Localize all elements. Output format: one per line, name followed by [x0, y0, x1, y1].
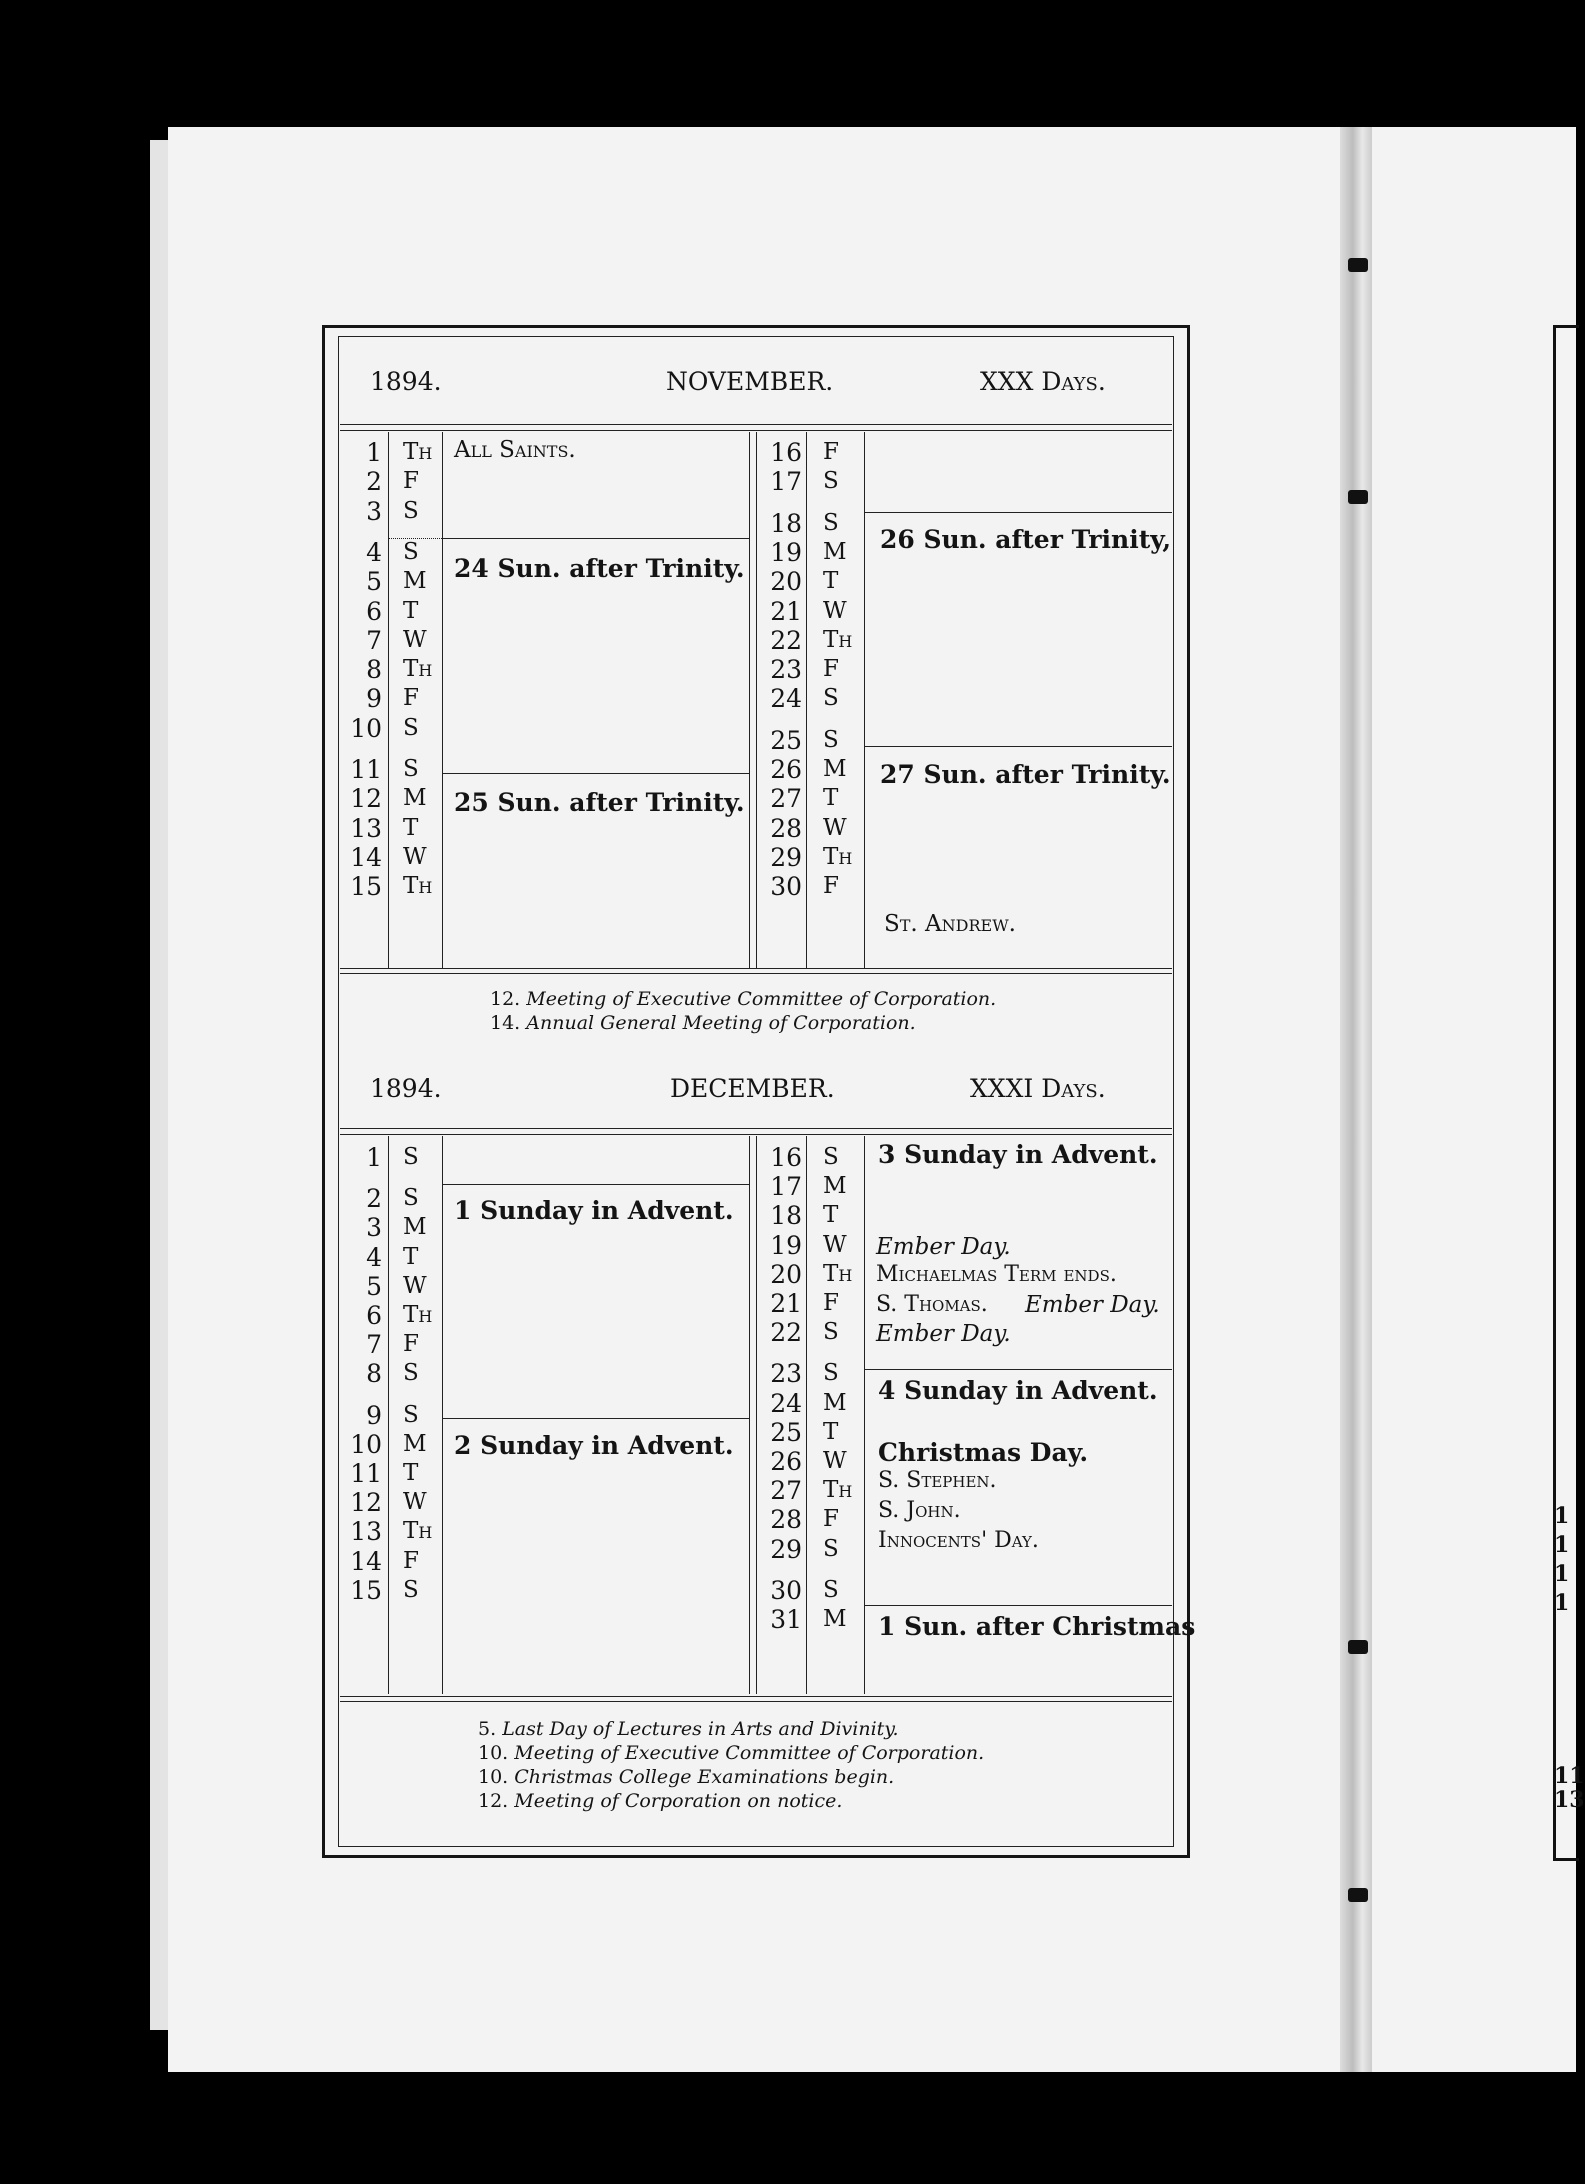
day-number: 22: [770, 1318, 802, 1348]
note-text: Meeting of Corporation on notice.: [514, 1790, 843, 1812]
weekday: F: [823, 439, 839, 465]
note-num: 5.: [478, 1718, 497, 1740]
weekday: T: [403, 814, 419, 841]
note-num: 12.: [490, 988, 521, 1010]
day-number: 4: [366, 1242, 382, 1272]
weekday: T: [823, 568, 839, 595]
november-note: [490, 988, 996, 1010]
note-text: Meeting of Executive Committee of Corporation.: [526, 988, 997, 1010]
weekday: S: [403, 538, 419, 565]
day-number: 17: [770, 467, 802, 497]
weekday: S: [403, 1185, 419, 1212]
event-ember-day-22: Ember Day.: [876, 1321, 1011, 1347]
day-number: 27: [770, 1476, 802, 1506]
event-1-sunday-in-advent: 1 Sunday in Advent.: [454, 1196, 734, 1225]
note-text: Last Day of Lectures in Arts and Divinity.: [502, 1718, 899, 1740]
weekday: W: [823, 1448, 847, 1474]
note-text: Christmas College Examinations begin.: [514, 1766, 895, 1788]
weekday: Th: [823, 1260, 853, 1287]
weekday: Th: [823, 1477, 853, 1504]
col-rule: [388, 1136, 389, 1694]
weekday: S: [403, 1401, 419, 1428]
day-number: 3: [366, 496, 382, 526]
day-number: 9: [366, 684, 382, 714]
november-days-label: XXX Days.: [980, 367, 1106, 396]
weekday: S: [403, 497, 419, 524]
weekday: M: [403, 568, 427, 595]
day-number: 13: [350, 813, 382, 843]
day-number: 6: [366, 596, 382, 626]
weekday: W: [823, 1231, 847, 1258]
event-s-john: S. John.: [878, 1498, 961, 1523]
weekday: W: [403, 1272, 427, 1299]
day-number: 3: [366, 1213, 382, 1243]
header-rule: [340, 424, 1172, 431]
day-number: 12: [350, 1488, 382, 1518]
day-number: 15: [350, 1575, 382, 1605]
day-number: 29: [770, 842, 802, 872]
day-number: 2: [366, 467, 382, 497]
day-number: 19: [770, 1230, 802, 1260]
day-number: 16: [770, 1143, 802, 1172]
weekday: S: [823, 726, 839, 753]
weekday: S: [403, 756, 419, 782]
weekday: F: [403, 685, 419, 712]
event-25-sun-after-trinity: 25 Sun. after Trinity.: [454, 788, 745, 817]
day-number: 5: [366, 1271, 382, 1301]
december-note: [478, 1742, 984, 1764]
day-number: 9: [366, 1400, 382, 1430]
day-number: 14: [350, 842, 382, 872]
right-page-num: 1: [1554, 1590, 1570, 1616]
weekday: T: [403, 1460, 419, 1486]
col-rule: [442, 432, 443, 968]
weekday: T: [823, 1418, 839, 1445]
event-4-sunday-in-advent: 4 Sunday in Advent.: [878, 1376, 1158, 1405]
day-number: 20: [770, 567, 802, 597]
november-note: [490, 1012, 916, 1034]
day-number: 30: [770, 872, 802, 902]
weekday: M: [823, 1389, 847, 1416]
day-number: 27: [770, 784, 802, 814]
event-christmas-day: Christmas Day.: [878, 1438, 1089, 1467]
binding-stitch: [1348, 1888, 1368, 1902]
weekday: S: [403, 714, 419, 741]
december-note: [478, 1790, 842, 1812]
november-month: NOVEMBER.: [666, 367, 834, 396]
binding-stitch: [1348, 1640, 1368, 1654]
note-num: 10.: [478, 1766, 509, 1788]
december-month: DECEMBER.: [670, 1074, 835, 1103]
december-note: [478, 1718, 899, 1740]
weekday: F: [823, 1506, 839, 1533]
weekday: M: [823, 538, 847, 565]
day-number: 23: [770, 1359, 802, 1389]
col-rule: [864, 1136, 865, 1694]
event-27-sun-after-trinity: 27 Sun. after Trinity.: [880, 760, 1171, 789]
day-number: 24: [770, 684, 802, 714]
november-year: 1894.: [370, 367, 442, 396]
weekday: T: [403, 1243, 419, 1270]
day-number: 23: [770, 655, 802, 685]
december-note: [478, 1766, 894, 1788]
right-page-num: 1: [1554, 1561, 1570, 1587]
book-gutter: [1340, 127, 1372, 2072]
weekday: W: [403, 626, 427, 653]
event-st-andrew: St. Andrew.: [884, 911, 1016, 937]
event-3-sunday-in-advent: 3 Sunday in Advent.: [878, 1140, 1158, 1169]
weekday: S: [823, 1144, 839, 1170]
weekday: S: [823, 1535, 839, 1562]
weekday: Th: [403, 1302, 433, 1328]
day-number: 25: [770, 725, 802, 755]
day-number: 10: [350, 1429, 382, 1459]
weekday: S: [823, 1360, 839, 1387]
weekday: F: [823, 1290, 839, 1316]
weekday: S: [403, 1576, 419, 1603]
weekday: S: [823, 1319, 839, 1346]
day-number: 11: [350, 1459, 382, 1488]
weekday: M: [823, 1173, 847, 1200]
weekday: Th: [403, 439, 433, 465]
weekday: F: [403, 468, 419, 495]
table-bottom-rule: [340, 1696, 1172, 1702]
event-2-sunday-in-advent: 2 Sunday in Advent.: [454, 1431, 734, 1460]
col-rule: [806, 1136, 807, 1694]
weekday: T: [823, 1202, 839, 1229]
col-rule: [442, 1136, 443, 1694]
weekday: Th: [403, 656, 433, 683]
day-number: 12: [350, 784, 382, 814]
col-rule: [806, 432, 807, 968]
day-number: 16: [770, 438, 802, 467]
day-number: 18: [770, 508, 802, 538]
weekday: Th: [403, 1518, 433, 1545]
day-number: 11: [350, 755, 382, 784]
weekday: F: [823, 873, 839, 900]
weekday: M: [403, 785, 427, 812]
event-ember-day-21: Ember Day.: [1025, 1292, 1160, 1318]
weekday: F: [403, 1331, 419, 1358]
weekday: W: [403, 843, 427, 870]
day-number: 29: [770, 1534, 802, 1564]
weekday: W: [823, 814, 847, 841]
weekday: F: [403, 1547, 419, 1574]
weekday: S: [823, 1576, 839, 1603]
weekday: M: [823, 1606, 847, 1632]
week-rule: [864, 1605, 1172, 1606]
day-number: 10: [350, 713, 382, 743]
weekday: S: [823, 685, 839, 712]
right-page-num: 11: [1554, 1763, 1585, 1789]
day-number: 17: [770, 1172, 802, 1202]
week-rule: [864, 746, 1172, 747]
day-number: 8: [366, 1359, 382, 1389]
week-rule: [442, 538, 749, 539]
weekday: M: [403, 1430, 427, 1457]
note-num: 12.: [478, 1790, 509, 1812]
day-number: 19: [770, 537, 802, 567]
col-rule: [749, 1136, 750, 1694]
event-s-thomas: S. Thomas.: [876, 1292, 988, 1317]
weekday: S: [403, 1360, 419, 1387]
note-num: 10.: [478, 1742, 509, 1764]
week-rule: [442, 1184, 749, 1185]
december-year: 1894.: [370, 1074, 442, 1103]
note-text: Meeting of Executive Committee of Corporation.: [514, 1742, 985, 1764]
weekday: T: [823, 785, 839, 812]
day-number: 4: [366, 537, 382, 567]
day-number: 21: [770, 596, 802, 626]
day-number: 15: [350, 872, 382, 902]
week-rule: [442, 1418, 749, 1419]
event-1-sun-after-christmas: 1 Sun. after Christmas: [878, 1612, 1196, 1641]
binding-stitch: [1348, 258, 1368, 272]
note-num: 14.: [490, 1012, 521, 1034]
col-rule: [388, 432, 389, 968]
weekday: M: [403, 1214, 427, 1241]
binding-stitch: [1348, 490, 1368, 504]
day-number: 14: [350, 1546, 382, 1576]
header-rule: [340, 1128, 1172, 1135]
day-number: 21: [770, 1289, 802, 1318]
event-michaelmas-term-ends: Michaelmas Term ends.: [876, 1262, 1117, 1287]
day-number: 30: [770, 1575, 802, 1605]
right-page-num: 1: [1554, 1503, 1570, 1529]
day-number: 24: [770, 1388, 802, 1418]
day-number: 26: [770, 1447, 802, 1476]
right-page-num: 13: [1554, 1787, 1585, 1813]
weekday: F: [823, 656, 839, 683]
day-number: 28: [770, 1505, 802, 1535]
day-number: 5: [366, 567, 382, 597]
event-ember-day-19: Ember Day.: [876, 1234, 1011, 1260]
week-rule: [864, 1369, 1172, 1370]
day-number: 6: [366, 1301, 382, 1330]
day-number: 13: [350, 1517, 382, 1547]
week-rule: [442, 773, 749, 774]
day-number: 31: [770, 1605, 802, 1634]
day-number: 8: [366, 655, 382, 685]
event-all-saints: All Saints.: [454, 437, 576, 463]
day-number: 1: [366, 1143, 382, 1172]
weekday: W: [403, 1489, 427, 1516]
week-rule: [864, 512, 1172, 513]
event-24-sun-after-trinity: 24 Sun. after Trinity.: [454, 554, 745, 583]
event-26-sun-after-trinity: 26 Sun. after Trinity,: [880, 525, 1172, 554]
weekday: S: [403, 1144, 419, 1170]
weekday: S: [823, 509, 839, 536]
weekday: M: [823, 756, 847, 782]
event-innocents-day: Innocents' Day.: [878, 1528, 1039, 1553]
december-days-label: XXXI Days.: [970, 1074, 1106, 1103]
day-number: 25: [770, 1417, 802, 1447]
event-s-stephen: S. Stephen.: [878, 1468, 997, 1493]
weekday: Th: [403, 873, 433, 900]
right-page-num: 1: [1554, 1532, 1570, 1558]
day-number: 1: [366, 438, 382, 467]
day-number: 7: [366, 1330, 382, 1360]
day-number: 7: [366, 625, 382, 655]
day-number: 2: [366, 1184, 382, 1214]
weekday: Th: [823, 843, 853, 870]
day-number: 22: [770, 625, 802, 655]
col-rule: [749, 432, 750, 968]
day-number: 20: [770, 1259, 802, 1289]
weekday: T: [403, 597, 419, 624]
weekday: S: [823, 468, 839, 495]
day-number: 28: [770, 813, 802, 843]
day-number: 26: [770, 755, 802, 784]
right-page-fragment: [1553, 325, 1579, 1861]
weekday: Th: [823, 626, 853, 653]
table-bottom-rule: [340, 968, 1172, 974]
weekday: W: [823, 597, 847, 624]
note-text: Annual General Meeting of Corporation.: [526, 1012, 916, 1034]
day-number: 18: [770, 1201, 802, 1231]
